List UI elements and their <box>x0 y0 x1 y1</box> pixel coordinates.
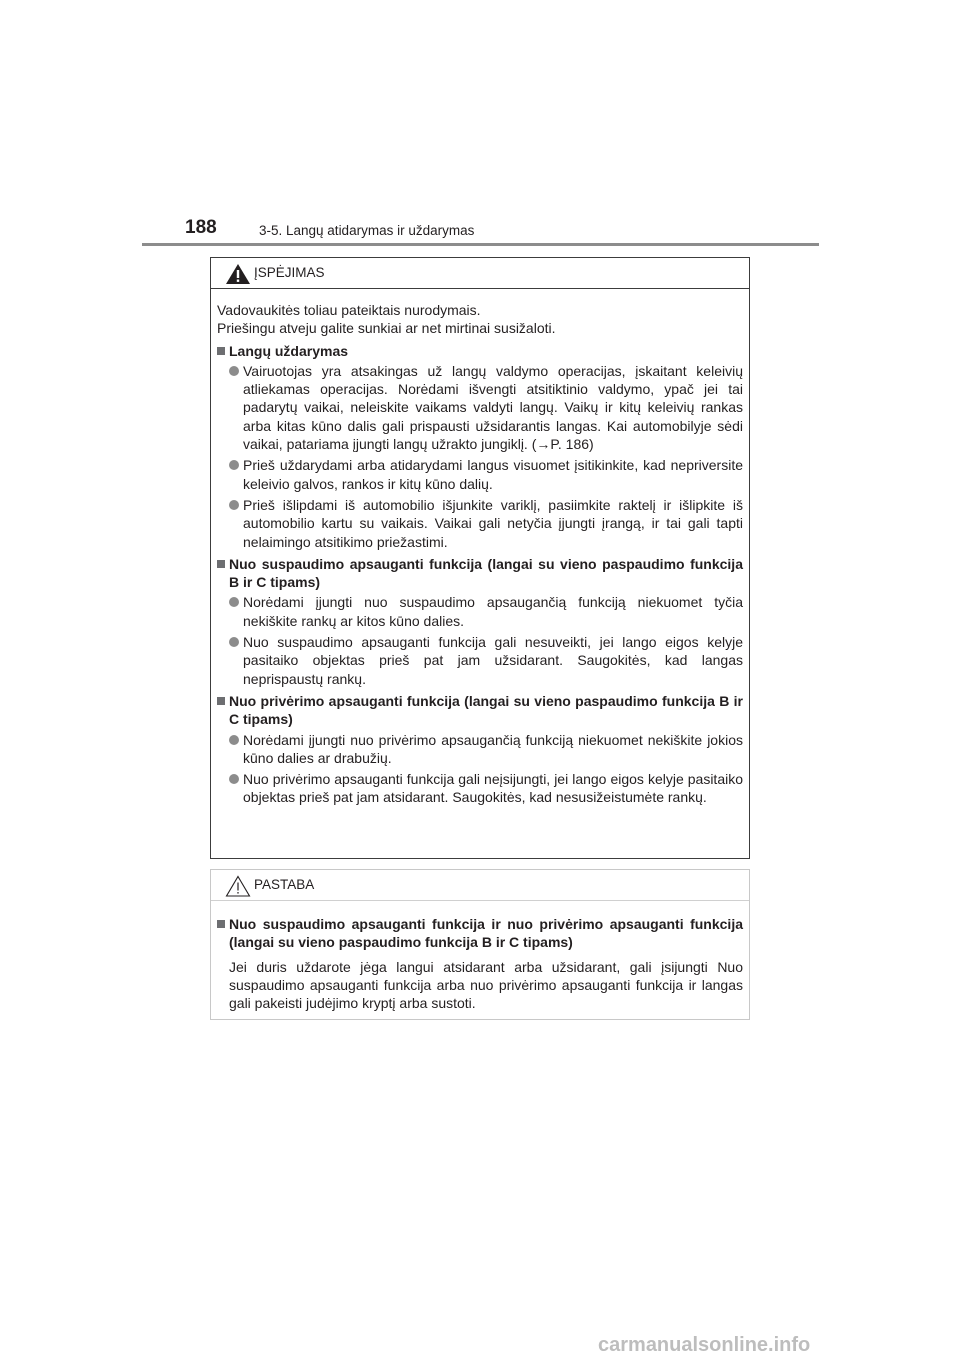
square-bullet-icon <box>217 347 225 355</box>
list-item-text: Prieš išlipdami iš automobilio išjunkite variklį, pasiimkite raktelį ir išlipkite iš automobilio kartu su vaikais. Vaikai gali netyčia įjungti įrangą, ir tai gali tapti nelaimingo atsitikimo priežastimi. <box>243 496 743 550</box>
warning-triangle-icon <box>225 263 251 285</box>
circle-bullet-icon <box>229 774 239 784</box>
square-bullet-icon <box>217 560 225 568</box>
list-item-text: Norėdami įjungti nuo privėrimo apsaugančią funkciją niekuomet nekiškite jokios kūno dalies ar drabužių. <box>243 731 743 766</box>
note-body <box>211 901 749 1012</box>
list-item <box>217 593 743 630</box>
warning-body <box>211 289 749 807</box>
watermark: carmanualsonline.info <box>598 1334 811 1356</box>
list-item <box>217 456 743 493</box>
intro-line: Vadovaukitės toliau pateiktais nurodymais. <box>217 302 481 318</box>
section-jam-protection <box>217 555 743 688</box>
note-heading-text: Nuo suspaudimo apsauganti funkcija ir nuo privėrimo apsauganti funkcija (langai su vieno paspaudimo funkcija B ir C tipams) <box>229 916 743 951</box>
note-heading <box>217 915 743 952</box>
list-item <box>217 731 743 768</box>
list-item-text: Nuo privėrimo apsauganti funkcija gali neįsijungti, jei lango eigos kelyje pasitaiko objektas prieš pat jam atsidarant. Saugokitės, kad nesusižeistumėte rankų. <box>243 771 743 806</box>
section-catch-protection <box>217 692 743 807</box>
list-item <box>217 770 743 807</box>
list-item-text: Norėdami įjungti nuo suspaudimo apsaugančią funkciją niekuomet tyčia nekiškite rankų ar kitos kūno dalies. <box>243 594 743 629</box>
warning-label: ĮSPĖJIMAS <box>254 265 325 280</box>
section-heading <box>217 342 743 360</box>
list-item <box>217 362 743 453</box>
list-item-text: Vairuotojas yra atsakingas už langų valdymo operacijas, įskaitant keleivių atliekamas operacijas. Norėdami išvengti atsitiktinio valdymo, ypač jei tai padarytų vaikai, neleiskite vaikams valdyti langų. Vaikų ir kitų keleivių rankas arba kitas kūno dalis gali prispausti užsidarantis langas. Kai automobilyje sėdi vaikai, patariama įjungti langų užrakto jungiklį. (→P. 186) <box>243 362 743 453</box>
section-title: 3-5. Langų atidarymas ir uždarymas <box>259 223 475 238</box>
note-label: PASTABA <box>254 877 315 892</box>
bullet-list <box>217 593 743 687</box>
circle-bullet-icon <box>229 366 239 376</box>
warning-header <box>211 258 749 289</box>
list-item-text: Prieš uždarydami arba atidarydami langus visuomet įsitikinkite, kad nepriversite keleivio galvos, rankos ir kitų kūno dalių. <box>243 457 743 492</box>
square-bullet-icon <box>217 920 225 928</box>
section-heading <box>217 555 743 592</box>
list-item <box>217 633 743 688</box>
header-rule <box>142 243 819 246</box>
section-window-closing <box>217 342 743 551</box>
section-heading-text: Nuo privėrimo apsauganti funkcija (langai su vieno paspaudimo funkcija B ir C tipams) <box>229 692 743 728</box>
note-box <box>210 869 750 1020</box>
note-header <box>211 870 749 901</box>
circle-bullet-icon <box>229 500 239 510</box>
bullet-list <box>217 731 743 807</box>
circle-bullet-icon <box>229 597 239 607</box>
section-heading-text: Langų uždarymas <box>229 342 349 359</box>
page-header <box>185 218 745 242</box>
intro-line: Priešingu atveju galite sunkiai ar net mirtinai susižaloti. <box>217 320 556 337</box>
bullet-list <box>217 362 743 551</box>
section-heading <box>217 692 743 729</box>
caution-outline-triangle-icon <box>225 875 251 897</box>
list-item-text: Nuo suspaudimo apsauganti funkcija gali nesuveikti, jei lango eigos kelyje pasitaiko objektas prieš pat jam užsidarant. Saugokitės, kad langas neprispaustų rankų. <box>243 634 743 687</box>
warning-box <box>210 257 750 859</box>
note-text: Jei duris uždarote jėga langui atsidarant arba užsidarant, gali įsijungti Nuo suspaudimo apsauganti funkcija arba nuo privėrimo apsauganti funkcija ir langas gali pakeisti judėjimo kryptį arba sustoti. <box>229 958 743 1012</box>
list-item <box>217 496 743 551</box>
section-heading-text: Nuo suspaudimo apsauganti funkcija (langai su vieno paspaudimo funkcija B ir C tipams) <box>229 555 743 591</box>
page-number: 188 <box>185 217 217 238</box>
circle-bullet-icon <box>229 460 239 470</box>
circle-bullet-icon <box>229 735 239 745</box>
circle-bullet-icon <box>229 637 239 647</box>
square-bullet-icon <box>217 697 225 705</box>
